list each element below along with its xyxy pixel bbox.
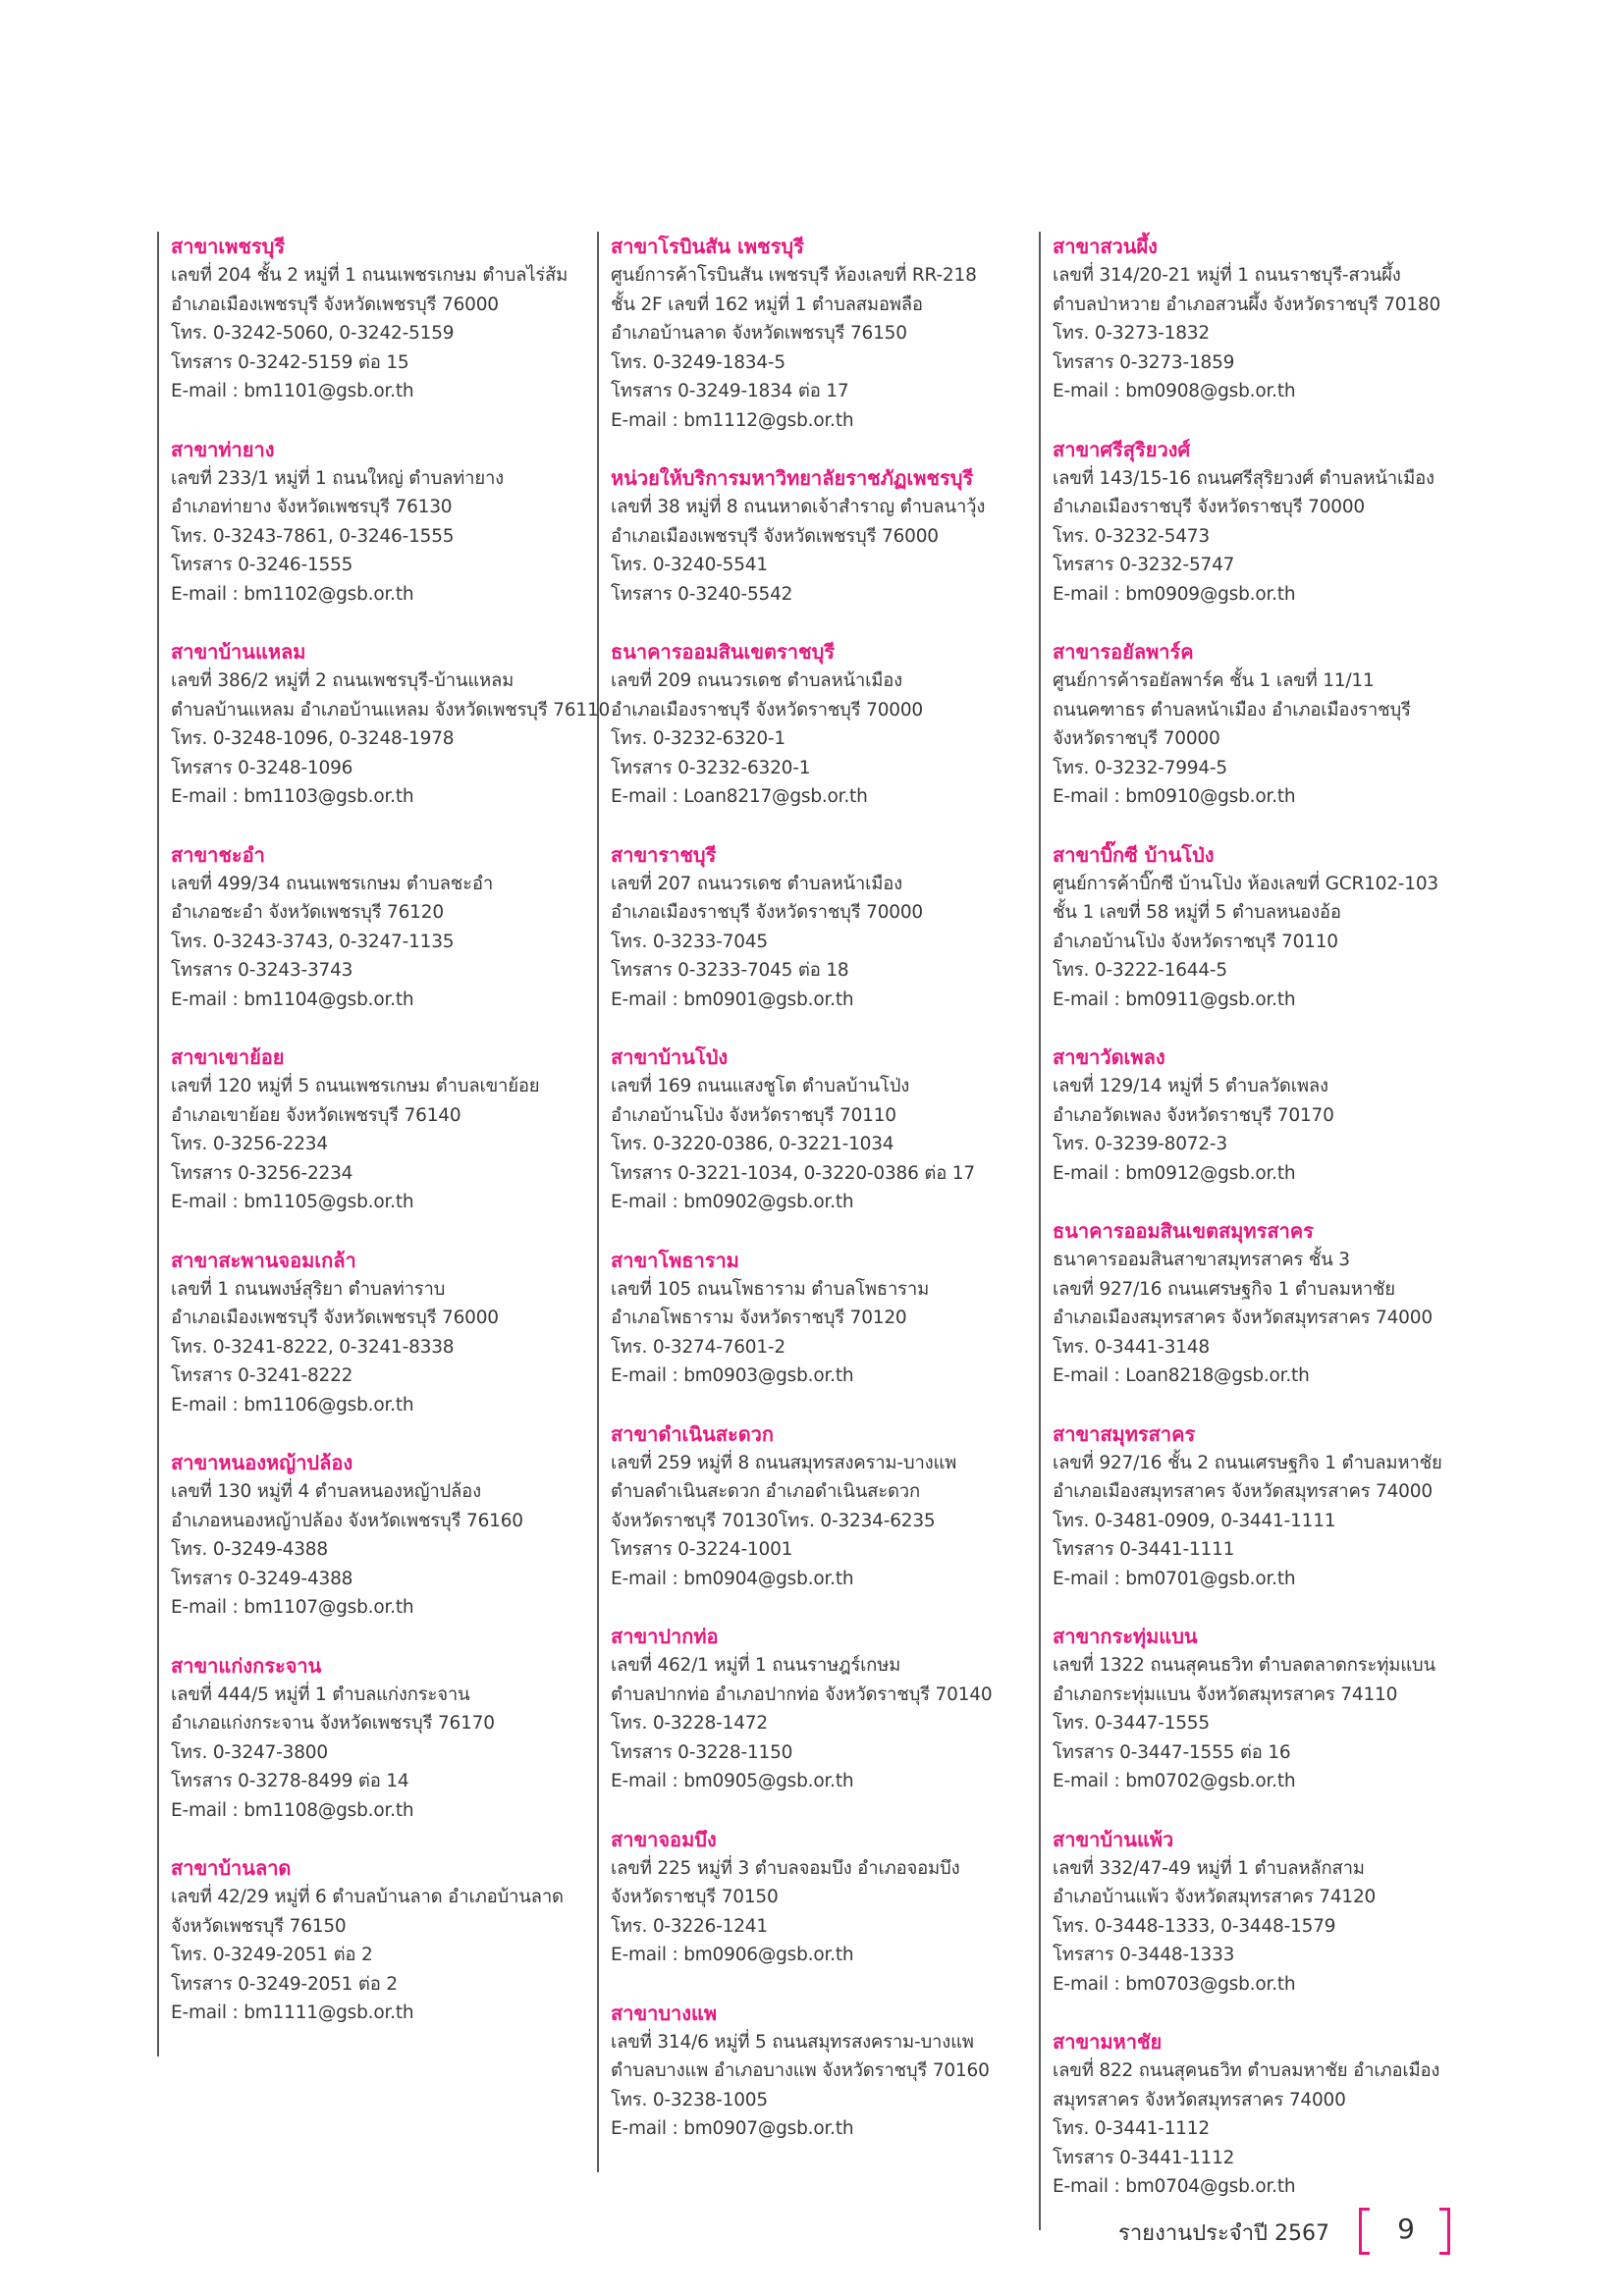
branch-title: สาขาจอมบึง	[611, 1827, 717, 1851]
branch-title: ธนาคารออมสินเขตสมุทรสาคร	[1053, 1219, 1314, 1243]
branch-phone: โทร. 0-3441-1112	[1053, 2118, 1210, 2139]
branch-title: สาขาชะอำ	[171, 842, 265, 867]
branch-address-line: เลขที่ 1322 ถนนสุคนธวิท ตำบลตลาดกระทุ่มแบน	[1053, 1655, 1435, 1676]
branch-title: สาขาบางแพ	[611, 2001, 718, 2025]
branch-address-line: เลขที่ 143/15-16 ถนนศรีสุริยวงศ์ ตำบลหน้าเมือง	[1053, 467, 1435, 489]
annual-report-label: รายงานประจำปี 2567	[1118, 2221, 1329, 2246]
branch-entry	[611, 1622, 1007, 1796]
branch-phone: โทร. 0-3226-1241	[611, 1915, 768, 1937]
branch-address-line: อำเภอเมืองเพชรบุรี จังหวัดเพชรบุรี 76000	[171, 294, 499, 315]
branch-title: สาขาสะพานจอมเกล้า	[171, 1248, 356, 1272]
branch-entry	[171, 1246, 568, 1420]
branch-entry	[611, 463, 1007, 609]
branch-address-line: อำเภอเมืองสมุทรสาคร จังหวัดสมุทรสาคร 74000	[1053, 1308, 1433, 1328]
branch-title: สาขาดำเนินสะดวก	[611, 1421, 775, 1446]
branch-fax: โทรสาร 0-3249-2051 ต่อ 2	[171, 1973, 398, 1995]
branch-phone: โทร. 0-3233-7045	[611, 931, 768, 952]
branch-address-line: ตำบลดำเนินสะดวก อำเภอดำเนินสะดวก	[611, 1481, 920, 1502]
branch-entry	[171, 1853, 568, 2028]
branch-entry	[171, 1042, 568, 1217]
branch-address-line: เลขที่ 38 หมู่ที่ 8 ถนนหาดเจ้าสำราญ ตำบลนาวุ้ง	[611, 497, 986, 517]
branch-title: สาขาราชบุรี	[611, 842, 717, 867]
branch-address-line: จังหวัดเพชรบุรี 76150	[171, 1915, 347, 1937]
branch-address-line: เลขที่ 233/1 หมู่ที่ 1 ถนนใหญ่ ตำบลท่ายาง	[171, 467, 504, 489]
branch-email: E-mail : bm0909@gsb.or.th	[1053, 583, 1296, 605]
branch-email: E-mail : bm0906@gsb.or.th	[611, 1945, 854, 1965]
branch-email: E-mail : bm0904@gsb.or.th	[611, 1568, 854, 1589]
branch-fax: โทรสาร 0-3448-1333	[1053, 1945, 1235, 1965]
branch-address-line: ตำบลบ้านแหลม อำเภอบ้านแหลม จังหวัดเพชรบุรี 76110	[171, 699, 611, 721]
branch-phone: โทร. 0-3240-5541	[611, 555, 768, 575]
branch-title: สาขาศรีสุริยวงศ์	[1053, 437, 1191, 461]
branch-address-line: อำเภอโพธาราม จังหวัดราชบุรี 70120	[611, 1308, 907, 1328]
branch-title: สาขาท่ายาง	[171, 437, 275, 461]
branch-phone: โทร. 0-3241-8222, 0-3241-8338	[171, 1336, 455, 1358]
branch-title: สาขาเขาย้อย	[171, 1045, 285, 1069]
branch-phone: โทร. 0-3222-1644-5	[1053, 960, 1227, 981]
branch-title: สาขาสมุทรสาคร	[1053, 1421, 1196, 1446]
branch-fax: โทรสาร 0-3243-3743	[171, 960, 353, 981]
branch-address-line: อำเภอกระทุ่มแบน จังหวัดสมุทรสาคร 74110	[1053, 1683, 1398, 1705]
page-number: 9	[1397, 2213, 1415, 2245]
branch-address-line: อำเภอท่ายาง จังหวัดเพชรบุรี 76130	[171, 497, 453, 517]
branch-address-line: เลขที่ 259 หมู่ที่ 8 ถนนสมุทรสงคราม-บางแพ	[611, 1452, 957, 1473]
branch-address-line: ตำบลป่าหวาย อำเภอสวนผึ้ง จังหวัดราชบุรี 70180	[1053, 294, 1441, 315]
branch-phone: โทร. 0-3441-3148	[1053, 1336, 1210, 1358]
branch-address-line: เลขที่ 386/2 หมู่ที่ 2 ถนนเพชรบุรี-บ้านแหลม	[171, 670, 514, 691]
branch-address-line: เลขที่ 225 หมู่ที่ 3 ตำบลจอมบึง อำเภอจอมบึง	[611, 1857, 960, 1879]
branch-phone: โทร. 0-3238-1005	[611, 2089, 768, 2110]
branch-address-line: ศูนย์การค้าโรบินสัน เพชรบุรี ห้องเลขที่ RR-218	[611, 265, 977, 286]
branch-address-line: อำเภอแก่งกระจาน จังหวัดเพชรบุรี 76170	[171, 1713, 495, 1734]
branch-address-line: เลขที่ 204 ชั้น 2 หมู่ที่ 1 ถนนเพชรเกษม ตำบลไร่ส้ม	[171, 265, 568, 286]
branch-address-line: อำเภอเขาย้อย จังหวัดเพชรบุรี 76140	[171, 1104, 461, 1126]
branch-email: E-mail : bm0907@gsb.or.th	[611, 2118, 854, 2139]
branch-phone: โทร. 0-3232-5473	[1053, 525, 1210, 547]
branch-address-line: ศูนย์การค้ารอยัลพาร์ค ชั้น 1 เลขที่ 11/11	[1053, 670, 1375, 691]
branch-address-line: ถนนคฑาธร ตำบลหน้าเมือง อำเภอเมืองราชบุรี	[1053, 699, 1411, 721]
branch-title: สาขาบ้านแพ้ว	[1053, 1827, 1174, 1851]
branch-email: E-mail : bm0908@gsb.or.th	[1053, 381, 1296, 401]
branch-entry	[611, 1042, 1007, 1217]
branch-email: E-mail : bm0704@gsb.or.th	[1053, 2176, 1296, 2197]
branch-email: E-mail : bm1101@gsb.or.th	[171, 381, 414, 401]
branch-entry	[1053, 1419, 1449, 1594]
branch-fax: โทรสาร 0-3249-4388	[171, 1568, 353, 1589]
branch-email: E-mail : bm0902@gsb.or.th	[611, 1192, 854, 1212]
branch-address-line: เลขที่ 332/47-49 หมู่ที่ 1 ตำบลหลักสาม	[1053, 1857, 1365, 1879]
branch-address-line: เลขที่ 314/6 หมู่ที่ 5 ถนนสมุทรสงคราม-บางแพ	[611, 2031, 974, 2053]
branch-address-line: เลขที่ 462/1 หมู่ที่ 1 ถนนราษฎร์เกษม	[611, 1655, 901, 1676]
branch-entry	[1053, 1042, 1449, 1188]
branch-title: สาขาบ้านแหลม	[171, 640, 306, 664]
branch-entry	[1053, 637, 1449, 812]
branch-address-line: จังหวัดราชบุรี 70000	[1053, 728, 1220, 749]
branch-address-line: ชั้น 2F เลขที่ 162 หมู่ที่ 1 ตำบลสมอพลือ	[611, 294, 923, 315]
branch-phone: โทร. 0-3239-8072-3	[1053, 1134, 1227, 1154]
branch-address-line: อำเภอบ้านลาด จังหวัดเพชรบุรี 76150	[611, 323, 907, 344]
branch-fax: โทรสาร 0-3242-5159 ต่อ 15	[171, 351, 409, 373]
branch-address-line: เลขที่ 314/20-21 หมู่ที่ 1 ถนนราชบุรี-สวนผึ้ง	[1053, 265, 1401, 286]
branch-title: สาขาโพธาราม	[611, 1248, 739, 1272]
branch-email: E-mail : bm0912@gsb.or.th	[1053, 1162, 1296, 1184]
branch-entry	[171, 840, 568, 1015]
branch-address-line: อำเภอเมืองเพชรบุรี จังหวัดเพชรบุรี 76000	[611, 525, 939, 547]
branch-address-line: เลขที่ 120 หมู่ที่ 5 ถนนเพชรเกษม ตำบลเขาย้อย	[171, 1076, 540, 1096]
branch-phone: โทร. 0-3228-1472	[611, 1713, 768, 1734]
branch-phone: โทร. 0-3448-1333, 0-3448-1579	[1053, 1915, 1336, 1937]
branch-entry	[171, 435, 568, 610]
branch-email: E-mail : bm1112@gsb.or.th	[611, 409, 854, 431]
branch-email: E-mail : bm0701@gsb.or.th	[1053, 1568, 1296, 1589]
branch-address-line: อำเภอวัดเพลง จังหวัดราชบุรี 70170	[1053, 1104, 1334, 1126]
branch-entry	[611, 637, 1007, 812]
branch-email: E-mail : Loan8217@gsb.or.th	[611, 786, 868, 807]
branch-address-line: เลขที่ 927/16 ชั้น 2 ถนนเศรษฐกิจ 1 ตำบลมหาชัย	[1053, 1452, 1442, 1473]
branch-entry	[1053, 840, 1449, 1015]
branch-title: สาขาสวนผึ้ง	[1053, 235, 1158, 258]
branch-entry	[611, 1825, 1007, 1970]
branch-fax: โทรสาร 0-3441-1111	[1053, 1539, 1235, 1560]
branch-entry	[1053, 1216, 1449, 1391]
branch-phone: โทร. 0-3247-3800	[171, 1741, 328, 1763]
branch-title: สาขาบ้านโป่ง	[611, 1045, 729, 1069]
branch-address-line: ศูนย์การค้าบิ๊กซี บ้านโป่ง ห้องเลขที่ GCR102-103	[1053, 873, 1438, 894]
branch-fax: โทรสาร 0-3246-1555	[171, 555, 353, 575]
branch-fax: โทรสาร 0-3224-1001	[611, 1539, 793, 1560]
branch-address-line: สมุทรสาคร จังหวัดสมุทรสาคร 74000	[1053, 2089, 1346, 2110]
branch-email: E-mail : bm0703@gsb.or.th	[1053, 1973, 1296, 1995]
branch-email: E-mail : bm1105@gsb.or.th	[171, 1192, 414, 1212]
branch-address-line: อำเภอบ้านแพ้ว จังหวัดสมุทรสาคร 74120	[1053, 1887, 1377, 1907]
branch-title: หน่วยให้บริการมหาวิทยาลัยราชภัฏเพชรบุรี	[611, 466, 974, 490]
branch-address-line: เลขที่ 822 ถนนสุคนธวิท ตำบลมหาชัย อำเภอเมือง	[1053, 2060, 1440, 2081]
branch-fax: โทรสาร 0-3240-5542	[611, 583, 793, 605]
branch-email: E-mail : bm0901@gsb.or.th	[611, 988, 854, 1010]
branch-phone: โทร. 0-3220-0386, 0-3221-1034	[611, 1134, 894, 1154]
branch-fax: โทรสาร 0-3249-1834 ต่อ 17	[611, 381, 849, 401]
branch-phone: โทร. 0-3481-0909, 0-3441-1111	[1053, 1510, 1336, 1531]
branch-phone: โทร. 0-3232-7994-5	[1053, 757, 1227, 778]
branch-phone: โทร. 0-3248-1096, 0-3248-1978	[171, 728, 455, 749]
branch-title: ธนาคารออมสินเขตราชบุรี	[611, 640, 836, 664]
branch-address-line: อำเภอเมืองสมุทรสาคร จังหวัดสมุทรสาคร 74000	[1053, 1481, 1433, 1502]
branch-title: สาขาหนองหญ้าปล้อง	[171, 1451, 353, 1474]
branch-address-line: อำเภอเมืองราชบุรี จังหวัดราชบุรี 70000	[611, 699, 923, 721]
branch-title: สาขาเพชรบุรี	[171, 235, 286, 258]
branch-entry	[171, 1448, 568, 1623]
branch-email: E-mail : bm0911@gsb.or.th	[1053, 988, 1296, 1010]
branch-email: E-mail : bm1104@gsb.or.th	[171, 988, 414, 1010]
branch-address-line: เลขที่ 105 ถนนโพธาราม ตำบลโพธาราม	[611, 1278, 930, 1300]
branch-address-line: อำเภอบ้านโป่ง จังหวัดราชบุรี 70110	[1053, 931, 1338, 952]
branch-title: สาขากระทุ่มแบน	[1053, 1625, 1198, 1648]
branch-phone: โทร. 0-3273-1832	[1053, 323, 1210, 344]
branch-entry	[611, 232, 1007, 435]
page-footer	[1119, 2208, 1453, 2253]
branch-address-line: อำเภอชะอำ จังหวัดเพชรบุรี 76120	[171, 902, 444, 923]
branch-fax: โทรสาร 0-3447-1555 ต่อ 16	[1053, 1741, 1291, 1763]
branch-address-line: เลขที่ 1 ถนนพงษ์สุริยา ตำบลท่าราบ	[171, 1278, 446, 1300]
branch-column-2	[597, 232, 1007, 2172]
branch-title: สาขาวัดเพลง	[1053, 1045, 1165, 1069]
branch-address-line: อำเภอเมืองราชบุรี จังหวัดราชบุรี 70000	[611, 902, 923, 923]
branch-phone: โทร. 0-3274-7601-2	[611, 1336, 785, 1358]
branch-entry	[171, 637, 611, 812]
branch-address-line: อำเภอเมืองเพชรบุรี จังหวัดเพชรบุรี 76000	[171, 1308, 499, 1328]
branch-phone: โทร. 0-3249-1834-5	[611, 351, 785, 373]
branch-entry	[171, 1651, 568, 1826]
branch-entry	[1053, 2027, 1449, 2202]
branch-phone: โทร. 0-3232-6320-1	[611, 728, 785, 749]
branch-fax: โทรสาร 0-3232-5747	[1053, 555, 1235, 575]
branch-address-line: เลขที่ 209 ถนนวรเดช ตำบลหน้าเมือง	[611, 670, 902, 691]
branch-address-line: เลขที่ 130 หมู่ที่ 4 ตำบลหนองหญ้าปล้อง	[171, 1481, 481, 1502]
branch-phone: โทร. 0-3243-3743, 0-3247-1135	[171, 931, 455, 952]
branch-address-line: เลขที่ 927/16 ถนนเศรษฐกิจ 1 ตำบลมหาชัย	[1053, 1278, 1395, 1300]
branch-fax: โทรสาร 0-3233-7045 ต่อ 18	[611, 960, 849, 981]
branch-entry	[1053, 1825, 1449, 2000]
branch-email: E-mail : bm0702@gsb.or.th	[1053, 1771, 1296, 1791]
branch-column-1	[157, 232, 611, 2056]
branch-entry	[1053, 232, 1449, 406]
branch-title: สาขาโรบินสัน เพชรบุรี	[611, 235, 804, 258]
branch-address-line: เลขที่ 42/29 หมู่ที่ 6 ตำบลบ้านลาด อำเภอบ้านลาด	[171, 1887, 564, 1907]
branch-email: E-mail : bm1106@gsb.or.th	[171, 1394, 414, 1415]
branch-phone: โทร. 0-3242-5060, 0-3242-5159	[171, 323, 455, 344]
branch-address-line: อำเภอบ้านโป่ง จังหวัดราชบุรี 70110	[611, 1104, 896, 1126]
branch-email: E-mail : bm1107@gsb.or.th	[171, 1597, 414, 1618]
branch-title: สาขาแก่งกระจาน	[171, 1653, 322, 1678]
branch-email: E-mail : bm1103@gsb.or.th	[171, 786, 414, 807]
branch-title: สาขารอยัลพาร์ค	[1053, 640, 1194, 664]
branch-address-line: เลขที่ 129/14 หมู่ที่ 5 ตำบลวัดเพลง	[1053, 1076, 1328, 1096]
branch-address-line: จังหวัดราชบุรี 70130โทร. 0-3234-6235	[611, 1510, 936, 1531]
page-number-bracket-right	[1439, 2208, 1450, 2255]
branch-fax: โทรสาร 0-3256-2234	[171, 1162, 353, 1184]
branch-entry	[611, 1419, 1007, 1594]
branch-email: E-mail : bm0910@gsb.or.th	[1053, 786, 1296, 807]
branch-email: E-mail : bm0905@gsb.or.th	[611, 1771, 854, 1791]
page-number-bracket-left	[1359, 2208, 1370, 2255]
branch-address-line: อำเภอเมืองราชบุรี จังหวัดราชบุรี 70000	[1053, 497, 1365, 517]
branch-address-line: ตำบลปากท่อ อำเภอปากท่อ จังหวัดราชบุรี 70140	[611, 1683, 993, 1705]
branch-fax: โทรสาร 0-3273-1859	[1053, 351, 1235, 373]
branch-email: E-mail : Loan8218@gsb.or.th	[1053, 1365, 1310, 1386]
branch-phone: โทร. 0-3249-2051 ต่อ 2	[171, 1945, 373, 1965]
branch-address-line: เลขที่ 169 ถนนแสงชูโต ตำบลบ้านโป่ง	[611, 1076, 910, 1096]
branch-entry	[171, 232, 568, 406]
branch-title: สาขาบ้านลาด	[171, 1856, 292, 1880]
branch-address-line: เลขที่ 207 ถนนวรเดช ตำบลหน้าเมือง	[611, 873, 902, 894]
branch-entry	[611, 1246, 1007, 1391]
branch-phone: โทร. 0-3256-2234	[171, 1134, 328, 1154]
branch-title: สาขาบิ๊กซี บ้านโป่ง	[1053, 842, 1215, 867]
branch-title: สาขามหาชัย	[1053, 2030, 1163, 2054]
branch-entry	[611, 840, 1007, 1015]
branch-fax: โทรสาร 0-3278-8499 ต่อ 14	[171, 1771, 409, 1791]
branch-title: สาขาปากท่อ	[611, 1625, 719, 1648]
branch-phone: โทร. 0-3243-7861, 0-3246-1555	[171, 525, 455, 547]
branch-phone: โทร. 0-3447-1555	[1053, 1713, 1210, 1734]
branch-address-line: ธนาคารออมสินสาขาสมุทรสาคร ชั้น 3	[1053, 1250, 1350, 1270]
branch-column-3	[1039, 232, 1449, 2230]
branch-fax: โทรสาร 0-3241-8222	[171, 1365, 353, 1386]
branch-fax: โทรสาร 0-3248-1096	[171, 757, 353, 778]
branch-email: E-mail : bm1111@gsb.or.th	[171, 2002, 414, 2023]
branch-entry	[1053, 1622, 1449, 1796]
branch-address-line: เลขที่ 444/5 หมู่ที่ 1 ตำบลแก่งกระจาน	[171, 1683, 470, 1705]
branch-entry	[611, 1999, 1007, 2144]
branch-email: E-mail : bm0903@gsb.or.th	[611, 1365, 854, 1386]
branch-address-line: ตำบลบางแพ อำเภอบางแพ จังหวัดราชบุรี 70160	[611, 2060, 990, 2081]
branch-address-line: จังหวัดราชบุรี 70150	[611, 1887, 779, 1907]
branch-fax: โทรสาร 0-3441-1112	[1053, 2147, 1235, 2168]
branch-email: E-mail : bm1108@gsb.or.th	[171, 1799, 414, 1821]
branch-phone: โทร. 0-3249-4388	[171, 1539, 328, 1560]
branch-address-line: อำเภอหนองหญ้าปล้อง จังหวัดเพชรบุรี 76160	[171, 1510, 523, 1531]
branch-email: E-mail : bm1102@gsb.or.th	[171, 583, 414, 605]
branch-address-line: ชั้น 1 เลขที่ 58 หมู่ที่ 5 ตำบลหนองอ้อ	[1053, 902, 1341, 923]
branch-address-line: เลขที่ 499/34 ถนนเพชรเกษม ตำบลชะอำ	[171, 873, 494, 894]
branch-entry	[1053, 435, 1449, 610]
branch-fax: โทรสาร 0-3228-1150	[611, 1741, 793, 1763]
branch-fax: โทรสาร 0-3232-6320-1	[611, 757, 811, 778]
branch-fax: โทรสาร 0-3221-1034, 0-3220-0386 ต่อ 17	[611, 1162, 975, 1184]
